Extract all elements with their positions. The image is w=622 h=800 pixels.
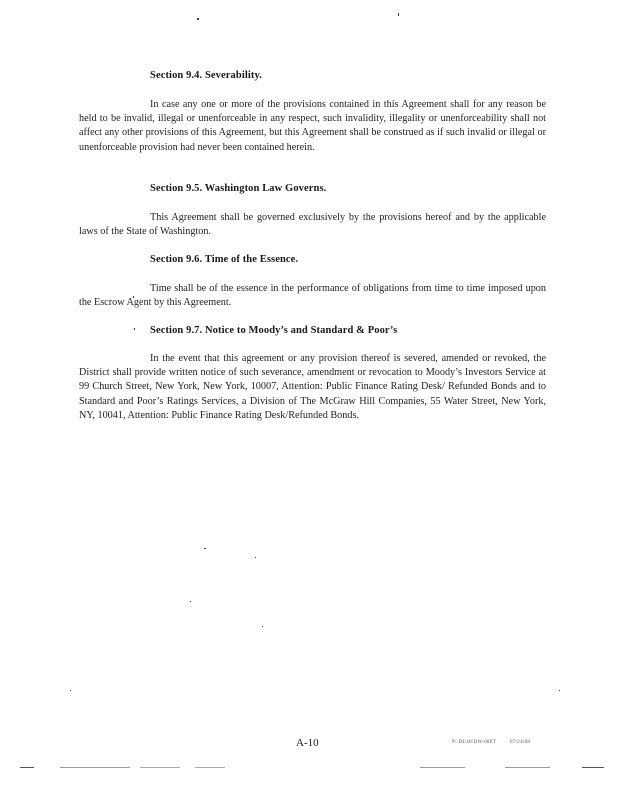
scan-speck	[197, 18, 199, 20]
section-body-time-of-essence: Time shall be of the essence in the performance of obligations from time to time imposed upon the Escrow Agent by this Agreement.	[79, 283, 546, 309]
scan-artifact-line	[420, 767, 465, 768]
scan-speck	[255, 557, 256, 558]
scan-artifact-line	[505, 767, 550, 768]
section-heading-notice-ratings: Section 9.7. Notice to Moody’s and Standard & Poor’s	[150, 325, 398, 336]
section-heading-severability: Section 9.4. Severability.	[150, 70, 262, 81]
section-body-washington-law: This Agreement shall be governed exclusively by the provisions hereof and by the applicable laws of the State of Washington.	[79, 212, 546, 238]
scan-speck	[70, 690, 71, 691]
scan-artifact-line	[582, 767, 604, 768]
scan-speck	[262, 626, 263, 627]
document-date-code: 07/24/08	[510, 740, 531, 745]
scan-speck	[559, 690, 560, 691]
document-code: P:\DJ\40\DW\08FT	[452, 740, 497, 745]
section-body-notice-ratings: In the event that this agreement or any provision thereof is severed, amended or revoked, the District shall provide written notice of such severance, amendment or revocation to Moody’s Investors Service at 99 Church Street, New York, New York, 10007, Attention: Public Finance Rating Desk/ Refunded Bonds and to Standard and Poor’s Ratings Services, a Division of The McGraw Hill Companies, 55 Water Street, New York, NY, 10041, Attention: Public Finance Rating Desk/Refunded Bonds.	[79, 353, 546, 421]
scan-artifact-line	[140, 767, 180, 768]
section-heading-washington-law: Section 9.5. Washington Law Governs.	[150, 183, 327, 194]
section-heading-time-of-essence: Section 9.6. Time of the Essence.	[150, 254, 299, 265]
scan-speck	[134, 328, 135, 330]
section-body-severability: In case any one or more of the provisions contained in this Agreement shall for any reason be held to be invalid, illegal or unenforceable in any respect, such invalidity, illegality or unenforceability shall not affect any other provisions of this Agreement, but this Agreement shall be construed as if such invalid or illegal or unenforceable provision had never been contained herein.	[79, 99, 546, 153]
scan-speck	[398, 13, 399, 16]
scan-speck	[204, 548, 206, 549]
page-number: A-10	[296, 737, 319, 749]
scan-artifact-line	[20, 767, 34, 768]
scan-artifact-line	[195, 767, 225, 768]
scan-artifact-line	[60, 767, 130, 768]
scan-speck	[190, 601, 191, 602]
